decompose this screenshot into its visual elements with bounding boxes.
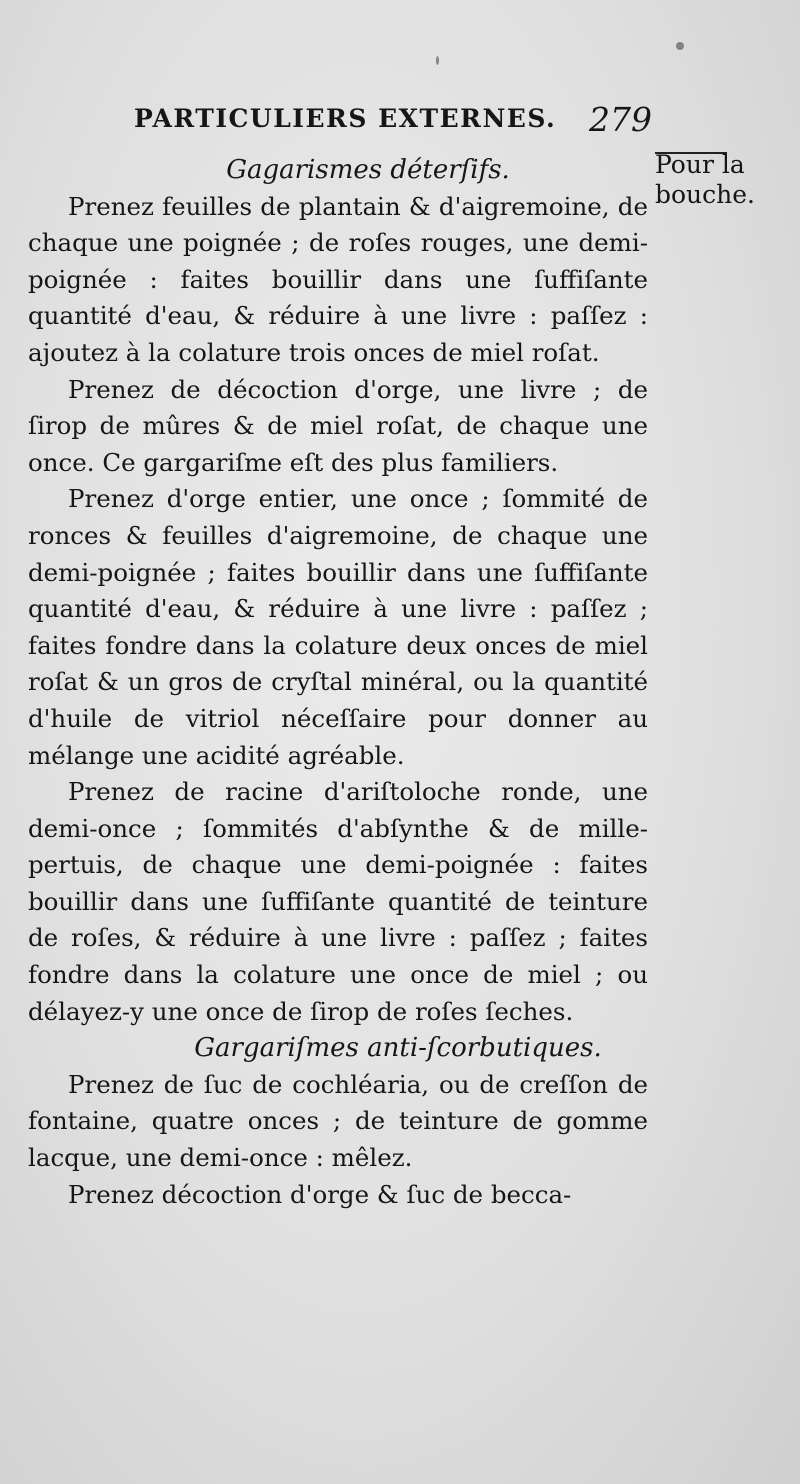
running-head: PARTICULIERS EXTERNES. xyxy=(134,104,557,133)
page-number: 279 xyxy=(589,100,652,139)
margin-note-line: Pour la xyxy=(655,150,745,179)
section-heading: Gagarismes déterſifs. xyxy=(226,155,510,185)
recipe-paragraph: Prenez de racine d'ariſtoloche ronde, une demi-once ; ſommités d'abſynthe & de mille-pertuis, de chaque une demi-poignée : faites bouillir dans une ſuffiſante quantité de teinture de roſes, & réduire à une livre : paſſez ; faites fondre dans la colature une once de miel ; ou délayez-y une once de ſirop de roſes ſeches. xyxy=(28,777,648,1026)
ink-speck xyxy=(676,42,684,50)
margin-note xyxy=(655,150,795,210)
section-heading: Gargariſmes anti-ſcorbutiques. xyxy=(194,1033,602,1064)
margin-note-line: bouche. xyxy=(655,180,755,209)
recipe-paragraph: Prenez de décoction d'orge, une livre ; de ſirop de mûres & de miel roſat, de chaque une once. Ce gargariſme eſt des plus familiers. xyxy=(28,374,648,477)
recipe-paragraph: Prenez de ſuc de cochléaria, ou de creſſon de fontaine, quatre onces ; de teinture de gomme lacque, une demi-once : mêlez. xyxy=(28,1069,648,1173)
recipe-paragraph: Prenez décoction d'orge & ſuc de becca- xyxy=(68,1179,572,1209)
body-text xyxy=(28,152,648,1213)
ink-speck xyxy=(436,56,439,65)
recipe-paragraph: Prenez d'orge entier, une once ; ſommité de ronces & feuilles d'aigremoine, de chaque une demi-poignée ; faites bouillir dans une ſuffiſante quantité d'eau, & réduire à une livre : paſſez ; faites fondre dans la colature deux onces de miel roſat & un gros de cryſtal minéral, ou la quantité d'huile de vitriol néceſſaire pour donner au mélange une acidité agréable. xyxy=(28,484,648,770)
recipe-paragraph: Prenez feuilles de plantain & d'aigremoine, de chaque une poignée ; de roſes rouges, une demi-poignée : faites bouillir dans une ſuffiſante quantité d'eau, & réduire à une livre : paſſez : ajoutez à la colature trois onces de miel roſat. xyxy=(28,191,648,367)
page-header xyxy=(134,100,654,140)
